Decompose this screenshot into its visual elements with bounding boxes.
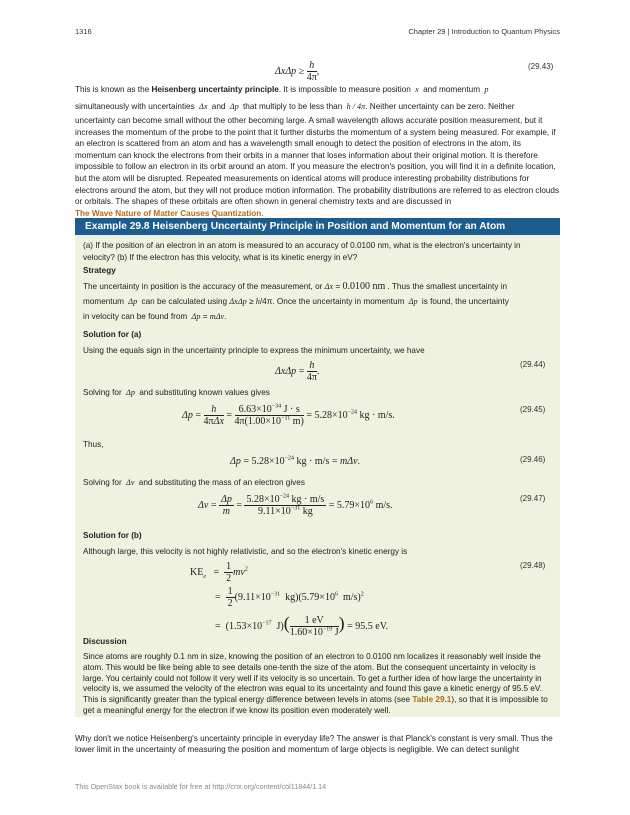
strategy-line-1: The uncertainty in position is the accuracy of the measurement, or Δx = 0.0100 nm . Thus the smallest uncertainty in <box>83 281 508 292</box>
equation-29-43: ΔxΔp ≥ $\frac{h}{4\pi}$ , <box>275 60 320 83</box>
equation-29-46: $\Delta p = 5.28\times 10^{-24}$ kg · m/s = mΔv. <box>230 455 361 467</box>
solving-dp: Solving for Δp and substituting known values gives <box>83 388 270 397</box>
link-wave-nature[interactable]: The Wave Nature of Matter Causes Quantization <box>75 208 262 218</box>
equation-number: (29.47) <box>520 494 546 503</box>
example-question: (a) If the position of an electron in an atom is measured to an accuracy of 0.0100 nm, what is the electron's uncertainty in velocity? (b) If the electron has this velocity, what is its kinetic energy in eV? <box>83 241 521 262</box>
equation-number: (29.43) <box>528 62 554 71</box>
intro-line-2: simultaneously with uncertainties Δx and Δp that multiply to be less than h / 4π. Neither uncertainty can be zero. Neither <box>75 102 515 111</box>
thus-label: Thus, <box>83 440 104 449</box>
solution-a-heading: Solution for (a) <box>83 330 142 339</box>
equation-29-44: ΔxΔp = $\frac{h}{4\pi}$ . <box>275 360 320 383</box>
intro-line-1: This is known as the Heisenberg uncertainty principle. It is impossible to measure position x and momentum p <box>75 85 489 94</box>
discussion-text: Since atoms are roughly 0.1 nm in size, knowing the position of an electron to 0.0100 nm localizes it reasonably well inside the atom. This would be like being able to see details one-tenth the size of the atom. But the consequent uncertainty in velocity is large. You certainly could not follow it very well if its velocity is so uncertain. To get a further idea of how large the uncertainty in velocity is, we assumed the velocity of the electron was equal to its uncertainty and found this gave a kinetic energy of 95.5 eV. This is significantly greater than the typical energy difference between levels in atoms (see Table 29.1), so that it is impossible to get a meaningful energy for the electron if we know its position even moderately well. <box>83 652 548 715</box>
equation-29-48: $KE_e$ = $\frac{1}{2}$ $mv^2$ = $\frac{1}{2}$ ($9.11\times 10^{-31}$ $kg)(5.79\times 10^6$ m/s)$^2$ = ($1.53\times 10^{-17}$ J)( $\frac{1 eV}{1.60\times 10^{-19} J}$ ) = 95.5 eV. <box>190 561 389 639</box>
equation-number: (29.48) <box>520 561 546 570</box>
solving-dv: Solving for Δv and substituting the mass of an electron gives <box>83 478 305 487</box>
solution-a-text: Using the equals sign in the uncertainty principle to express the minimum uncertainty, we have <box>83 346 425 355</box>
example-title: Example 29.8 Heisenberg Uncertainty Principle in Position and Momentum for an Atom <box>75 218 560 235</box>
closing-paragraph: Why don't we notice Heisenberg's uncertainty principle in everyday life? The answer is that Planck's constant is very small. Thus the lower limit in the uncertainty of measuring the position and momentum of large objects is negligible. We can detect sunlight <box>75 734 553 754</box>
discussion-heading: Discussion <box>83 637 127 646</box>
page-number: 1316 <box>75 27 92 36</box>
equation-number: (29.46) <box>520 455 546 464</box>
solution-b-text: Although large, this velocity is not highly relativistic, and so the electron's kinetic energy is <box>83 547 408 556</box>
equation-29-45: Δp = $\frac{h}{\text{4πΔx}}$ = $\frac{6.63\times 10^{-34} J \cdot s}{4\pi(1.00\times 10^{-11} m)}$ = $5.28\times 10^{-24}$ kg · m/s. <box>182 403 395 427</box>
strategy-line-3: in velocity can be found from Δp = mΔv. <box>83 312 227 321</box>
solution-b-heading: Solution for (b) <box>83 531 142 540</box>
strategy-line-2: momentum Δp can be calculated using ΔxΔp ≥ h/4π. Once the uncertainty in momentum Δp is found, the uncertainty <box>83 297 509 306</box>
link-table-29-1[interactable]: Table 29.1 <box>412 695 452 705</box>
chapter-title: Chapter 29 | Introduction to Quantum Physics <box>408 27 560 36</box>
equation-number: (29.44) <box>520 360 546 369</box>
equation-number: (29.45) <box>520 405 546 414</box>
term-heisenberg: Heisenberg uncertainty principle <box>151 85 279 94</box>
footer-note: This OpenStax book is available for free at http://cnx.org/content/col11844/1.14 <box>75 782 327 791</box>
intro-body: uncertainty can become small without the other becoming large. A small wavelength allows accurate position measurement, but it increases the momentum of the probe to the point that it further disturbs the momentum of a system being measured. For example, if an electron is scattered from an atom and has a wavelength small enough to detect the position of electrons in the atom, its momentum can knock the electrons from their orbits in a manner that loses information about their original motion. It is therefore impossible to follow an electron in its orbit around an atom. If you measure the electron's position, you will find it in a definite location, but the atom will be disrupted. Repeated measurements on identical atoms will produce interesting probability distributions for electrons around the atom, but they will not produce motion information. The probability distributions are referred to as electron clouds or orbitals. The shapes of these orbitals are often shown in general chemistry texts and are discussed in The Wave Nature of Matter Causes Quantization. <box>75 116 560 218</box>
equation-29-47: Δv = $\frac{\Delta p}{m}$ = $\frac{5.28\times 10^{-24} kg \cdot m/s}{9.11\times 10^{-31} kg}$ = $5.79\times 10^6$ m/s. <box>198 493 393 517</box>
strategy-heading: Strategy <box>83 266 116 275</box>
